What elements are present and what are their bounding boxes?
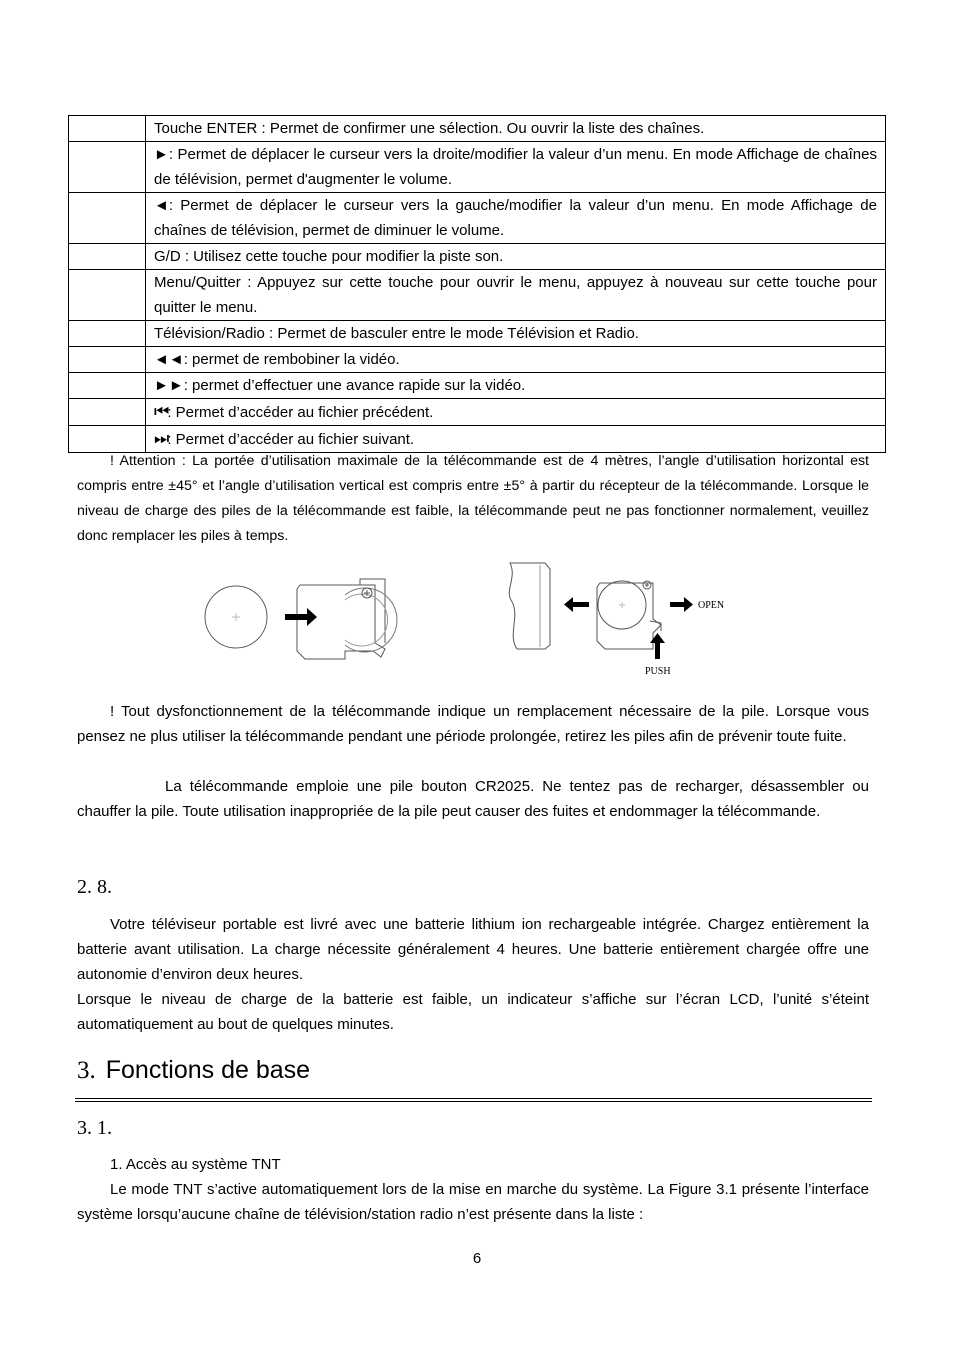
battery-charge-paragraph: Votre téléviseur portable est livré avec une batterie lithium ion rechargeable intégrée. Chargez entièrement la batterie avant utilisation. La charge nécessite généralement 4 heures. Une batterie entièrement chargée offre une autonomie d’environ deux heures. <box>77 916 869 983</box>
arrow-left-icon <box>571 602 589 607</box>
skip-next-icon: ⏭ <box>154 429 168 448</box>
heading-rule <box>75 1098 872 1099</box>
key-cell <box>69 399 146 426</box>
section-heading-2-8: 2. 8. <box>77 876 112 898</box>
table-row <box>69 142 886 193</box>
table-row <box>69 321 886 347</box>
push-arrow-icon <box>655 641 660 659</box>
key-description: Télévision/Radio : Permet de basculer entre le mode Télévision et Radio. <box>146 321 886 347</box>
key-cell <box>69 347 146 373</box>
key-description: ◄◄: permet de rembobiner la vidéo. <box>146 347 886 373</box>
section-heading-3-1: 3. 1. <box>77 1117 112 1139</box>
table-row <box>69 244 886 270</box>
key-cell <box>69 373 146 399</box>
attention-paragraph: ! Attention : La portée d’utilisation maximale de la télécommande est de 4 mètres, l’angle d’utilisation horizontal est compris entre ±45° et l’angle d’utilisation vertical est compris entre ±5° à partir du récepteur de la télécommande. Lorsque le niveau de charge des piles de la télécommande est faible, la télécommande peut ne pas fonctionner normalement, veuillez donc remplacer les piles à temps. <box>77 453 869 544</box>
list-item: 1. Accès au système TNT <box>110 1156 281 1173</box>
chapter-title: Fonctions de base <box>105 1056 311 1084</box>
key-description: G/D : Utilisez cette touche pour modifier la piste son. <box>146 244 886 270</box>
tnt-paragraph: Le mode TNT s’active automatiquement lors de la mise en marche du système. La Figure 3.1 présente l’interface système lorsqu’aucune chaîne de télévision/station radio n’est présente dans la liste : <box>77 1181 869 1223</box>
key-description: ►: Permet de déplacer le curseur vers la droite/modifier la valeur d’un menu. En mode Affichage de chaînes de télévision, permet d'augmenter le volume. <box>146 142 886 193</box>
key-description: Menu/Quitter : Appuyez sur cette touche pour ouvrir le menu, appuyez à nouveau sur cette touche pour quitter le menu. <box>146 270 886 321</box>
chapter-heading <box>77 1056 310 1085</box>
key-cell <box>69 270 146 321</box>
arrow-left-icon: ◄ <box>154 197 169 214</box>
table-row <box>69 270 886 321</box>
key-description: Touche ENTER : Permet de confirmer une sélection. Ou ouvrir la liste des chaînes. <box>146 116 886 142</box>
table-row <box>69 116 886 142</box>
table-row <box>69 373 886 399</box>
push-label: PUSH <box>645 666 671 677</box>
key-cell <box>69 193 146 244</box>
key-description: ⏭: Permet d’accéder au fichier suivant. <box>146 426 886 453</box>
key-description: ⏮: Permet d’accéder au fichier précédent. <box>146 399 886 426</box>
fast-forward-icon: ►► <box>154 377 184 394</box>
open-label: OPEN <box>698 600 725 611</box>
skip-previous-icon: ⏮ <box>154 402 168 421</box>
key-cell <box>69 321 146 347</box>
battery-replacement-figure <box>195 555 755 685</box>
open-arrow-icon <box>670 602 685 607</box>
arrow-right-icon: ► <box>154 146 169 163</box>
rewind-icon: ◄◄ <box>154 351 184 368</box>
key-description: ►►: permet d’effectuer une avance rapide sur la vidéo. <box>146 373 886 399</box>
remote-keys-table <box>68 115 886 453</box>
low-battery-paragraph: Lorsque le niveau de charge de la batterie est faible, un indicateur s’affiche sur l’écran LCD, l’unité s’éteint automatiquement au bout de quelques minutes. <box>77 991 869 1033</box>
table-row <box>69 347 886 373</box>
arrow-right-icon <box>285 614 309 620</box>
malfunction-paragraph: ! Tout dysfonctionnement de la télécommande indique un remplacement nécessaire de la pile. Lorsque vous pensez ne plus utiliser la télécommande pendant une période prolongée, retirez les piles afin de prévenir toute fuite. <box>77 703 869 745</box>
table-row <box>69 193 886 244</box>
key-description: ◄: Permet de déplacer le curseur vers la gauche/modifier la valeur d’un menu. En mode Affichage de chaînes de télévision, permet de diminuer le volume. <box>146 193 886 244</box>
key-cell <box>69 116 146 142</box>
key-cell <box>69 142 146 193</box>
page-number: 6 <box>472 1250 482 1267</box>
remote-body-drawing <box>509 563 550 649</box>
battery-type-paragraph: La télécommande emploie une pile bouton CR2025. Ne tentez pas de recharger, désassembler ou chauffer la pile. Toute utilisation inappropriée de la pile peut causer des fuites et endommager la télécommande. <box>77 778 869 820</box>
key-cell <box>69 244 146 270</box>
chapter-number: 3. <box>77 1057 96 1084</box>
table-row <box>69 399 886 426</box>
battery-tray-drawing <box>597 583 661 649</box>
heading-rule <box>75 1101 872 1102</box>
